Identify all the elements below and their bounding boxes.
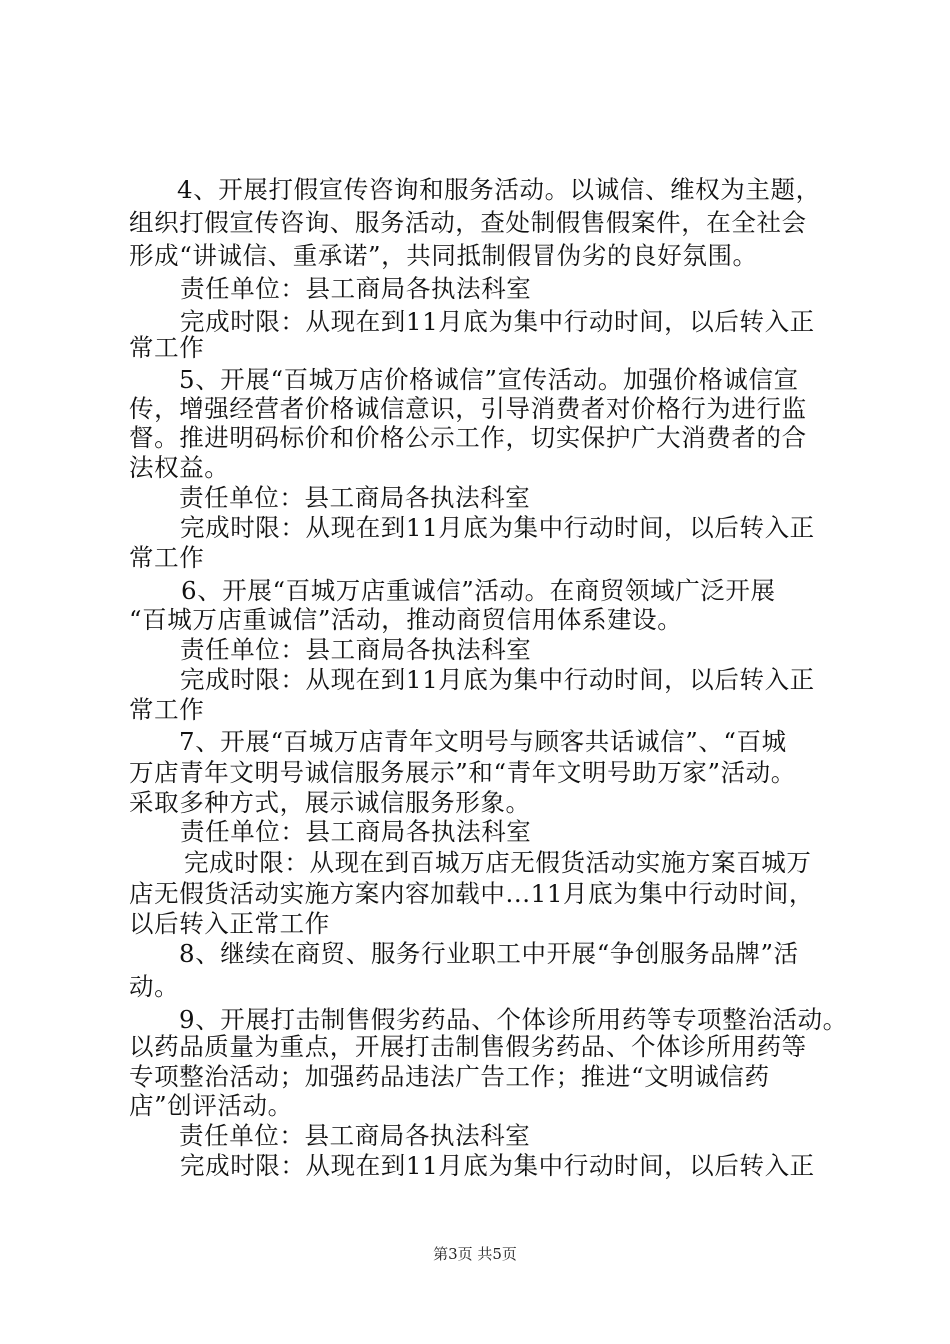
text-line: 完成时限：从现在到11月底为集中行动时间，以后转入正 [180, 513, 815, 542]
text-line: 动。 [129, 972, 180, 1001]
text-line: 完成时限：从现在到11月底为集中行动时间，以后转入正 [180, 307, 815, 336]
text-line: 责任单位：县工商局各执法科室 [180, 817, 532, 846]
text-line: 传，增强经营者价格诚信意识，引导消费者对价格行为进行监 [129, 394, 807, 423]
text-line: 完成时限：从现在到11月底为集中行动时间，以后转入正 [180, 665, 815, 694]
text-line: “百城万店重诚信”活动，推动商贸信用体系建设。 [129, 605, 683, 634]
text-line: 法权益。 [129, 453, 230, 482]
text-line: 责任单位：县工商局各执法科室 [180, 274, 532, 303]
text-line: 督。推进明码标价和价格公示工作，切实保护广大消费者的合 [129, 423, 807, 452]
text-line: 6、开展“百城万店重诚信”活动。在商贸领域广泛开展 [181, 576, 776, 605]
text-line: 常工作 [129, 695, 205, 724]
text-line: 采取多种方式，展示诚信服务形象。 [129, 788, 531, 817]
text-line: 以药品质量为重点，开展打击制售假劣药品、个体诊所用药等 [129, 1032, 807, 1061]
text-line: 5、开展“百城万店价格诚信”宣传活动。加强价格诚信宣 [179, 365, 799, 394]
text-line: 9、开展打击制售假劣药品、个体诊所用药等专项整治活动。 [179, 1005, 848, 1034]
text-line: 7、开展“百城万店青年文明号与顾客共话诚信”、“百城 [179, 727, 787, 756]
text-line: 责任单位：县工商局各执法科室 [179, 483, 531, 512]
text-line: 组织打假宣传咨询、服务活动，查处制假售假案件，在全社会 [129, 208, 807, 237]
text-line: 常工作 [129, 333, 205, 362]
text-line: 万店青年文明号诚信服务展示”和“青年文明号助万家”活动。 [129, 758, 796, 787]
text-line: 4、开展打假宣传咨询和服务活动。以诚信、维权为主题， [177, 175, 821, 204]
text-line: 完成时限：从现在到11月底为集中行动时间，以后转入正 [180, 1151, 815, 1180]
text-line: 完成时限：从现在到百城万店无假货活动实施方案百城万 [184, 848, 812, 877]
text-line: 责任单位：县工商局各执法科室 [179, 1121, 531, 1150]
page-number-footer: 第3页 共5页 [433, 1245, 517, 1263]
text-line: 形成“讲诚信、重承诺”，共同抵制假冒伪劣的良好氛围。 [129, 241, 758, 270]
text-line: 店”创评活动。 [129, 1091, 293, 1120]
text-line: 责任单位：县工商局各执法科室 [180, 635, 532, 664]
text-line: 专项整治活动；加强药品违法广告工作；推进“文明诚信药 [129, 1062, 770, 1091]
text-line: 8、继续在商贸、服务行业职工中开展“争创服务品牌”活 [179, 939, 799, 968]
text-line: 以后转入正常工作 [129, 909, 330, 938]
text-line: 店无假货活动实施方案内容加载中...11月底为集中行动时间， [129, 879, 815, 908]
text-line: 常工作 [129, 543, 205, 572]
